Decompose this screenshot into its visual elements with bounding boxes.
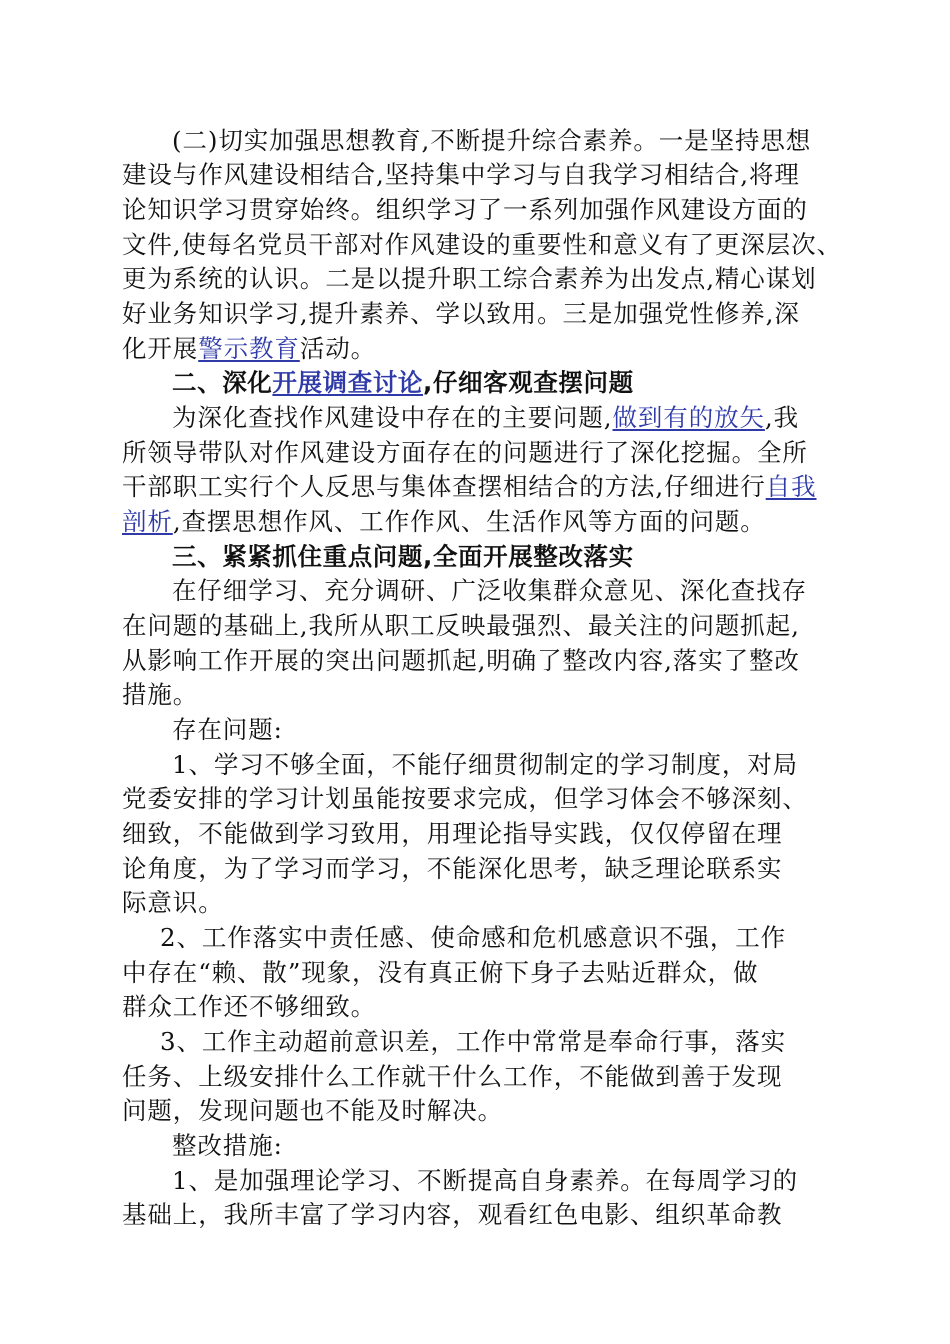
paragraph-line — [172, 574, 807, 608]
text: 存在问题: — [172, 715, 283, 744]
text: 1、学习不够全面，不能仔细贯彻制定的学习制度，对局 — [172, 750, 799, 779]
subheading-measures — [172, 1129, 283, 1163]
text: 论角度，为了学习而学习，不能深化思考，缺乏理论联系实 — [122, 854, 783, 883]
text: 在仔细学习、充分调研、广泛收集群众意见、深化查找存 — [172, 576, 807, 605]
paragraph-line — [122, 332, 376, 366]
heading-text: 二、深化 — [172, 368, 273, 397]
paragraph-line — [122, 1094, 503, 1128]
text: 建设与作风建设相结合,坚持集中学习与自我学习相结合,将理 — [122, 160, 800, 189]
text: 党委安排的学习计划虽能按要求完成，但学习体会不够深刻、 — [122, 784, 808, 813]
paragraph-line — [122, 158, 800, 192]
text: 为深化查找作风建设中存在的主要问题, — [172, 403, 613, 432]
text: 论知识学习贯穿始终。组织学习了一系列加强作风建设方面的 — [122, 195, 808, 224]
paragraph-line — [122, 886, 224, 920]
text: 从影响工作开展的突出问题抓起,明确了整改内容,落实了整改 — [122, 646, 800, 675]
text: 干部职工实行个人反思与集体查摆相结合的方法,仔细进行 — [122, 472, 766, 501]
paragraph-line — [160, 921, 786, 955]
link-investigation-discussion[interactable]: 开展调查讨论 — [272, 368, 424, 397]
text: 问题，发现问题也不能及时解决。 — [122, 1096, 503, 1125]
link-targeted[interactable]: 做到有的放矢 — [612, 403, 765, 432]
paragraph-line — [122, 228, 842, 262]
section-heading-3 — [172, 540, 634, 574]
subheading-issues — [172, 713, 283, 747]
paragraph-line — [122, 609, 800, 643]
link-warning-education[interactable]: 警示教育 — [198, 334, 300, 363]
text: 中存在“赖、散”现象，没有真正俯下身子去贴近群众，做 — [122, 958, 759, 987]
paragraph-line — [172, 1164, 798, 1198]
paragraph-line — [122, 193, 808, 227]
text: 整改措施: — [172, 1131, 283, 1160]
paragraph-line — [122, 1060, 782, 1094]
text: 任务、上级安排什么工作就干什么工作，不能做到善于发现 — [122, 1062, 783, 1091]
text: ,我 — [764, 403, 799, 432]
paragraph-line — [160, 1025, 786, 1059]
text: ,查摆思想作风、工作作风、生活作风等方面的问题。 — [172, 507, 766, 536]
text: 在问题的基础上,我所从职工反映最强烈、最关注的问题抓起, — [122, 611, 800, 640]
text: 1、是加强理论学习、不断提高自身素养。在每周学习的 — [172, 1166, 799, 1195]
text: 所领导带队对作风建设方面存在的问题进行了深化挖掘。全所 — [122, 438, 808, 467]
text: 细致，不能做到学习致用，用理论指导实践，仅仅停留在理 — [122, 819, 783, 848]
text: 化开展 — [122, 334, 199, 363]
paragraph-line — [122, 644, 800, 678]
paragraph-line — [122, 817, 782, 851]
paragraph-line — [122, 678, 198, 712]
paragraph-line — [122, 297, 800, 331]
paragraph-line — [122, 262, 817, 296]
paragraph-line — [172, 748, 798, 782]
paragraph-line — [122, 470, 817, 504]
link-self-analysis[interactable]: 自我 — [765, 472, 817, 501]
text: 基础上，我所丰富了学习内容，观看红色电影、组织革命教 — [122, 1200, 783, 1229]
heading-text: 三、紧紧抓住重点问题,全面开展整改落实 — [172, 542, 634, 571]
paragraph-line — [172, 401, 799, 435]
paragraph-line — [122, 990, 376, 1024]
text: 3、工作主动超前意识差，工作中常常是奉命行事，落实 — [160, 1027, 787, 1056]
paragraph-line — [122, 1198, 782, 1232]
text: 文件,使每名党员干部对作风建设的重要性和意义有了更深层次、 — [122, 230, 842, 259]
paragraph-line — [122, 436, 808, 470]
section-heading-2 — [172, 366, 634, 400]
text: (二)切实加强思想教育,不断提升综合素养。一是坚持思想 — [172, 126, 812, 155]
text: 好业务知识学习,提升素养、学以致用。三是加强党性修养,深 — [122, 299, 800, 328]
paragraph-line — [122, 852, 782, 886]
text: 群众工作还不够细致。 — [122, 992, 376, 1021]
paragraph-line — [172, 124, 811, 158]
paragraph-line — [122, 782, 808, 816]
paragraph-line — [122, 956, 758, 990]
text: 措施。 — [122, 680, 199, 709]
text: 更为系统的认识。二是以提升职工综合素养为出发点,精心谋划 — [122, 264, 817, 293]
link-self-analysis-cont[interactable]: 剖析 — [122, 507, 173, 536]
heading-text: ,仔细客观查摆问题 — [423, 368, 634, 397]
text: 活动。 — [299, 334, 377, 363]
paragraph-line — [122, 505, 766, 539]
text: 际意识。 — [122, 888, 224, 917]
text: 2、工作落实中责任感、使命感和危机感意识不强，工作 — [160, 923, 787, 952]
